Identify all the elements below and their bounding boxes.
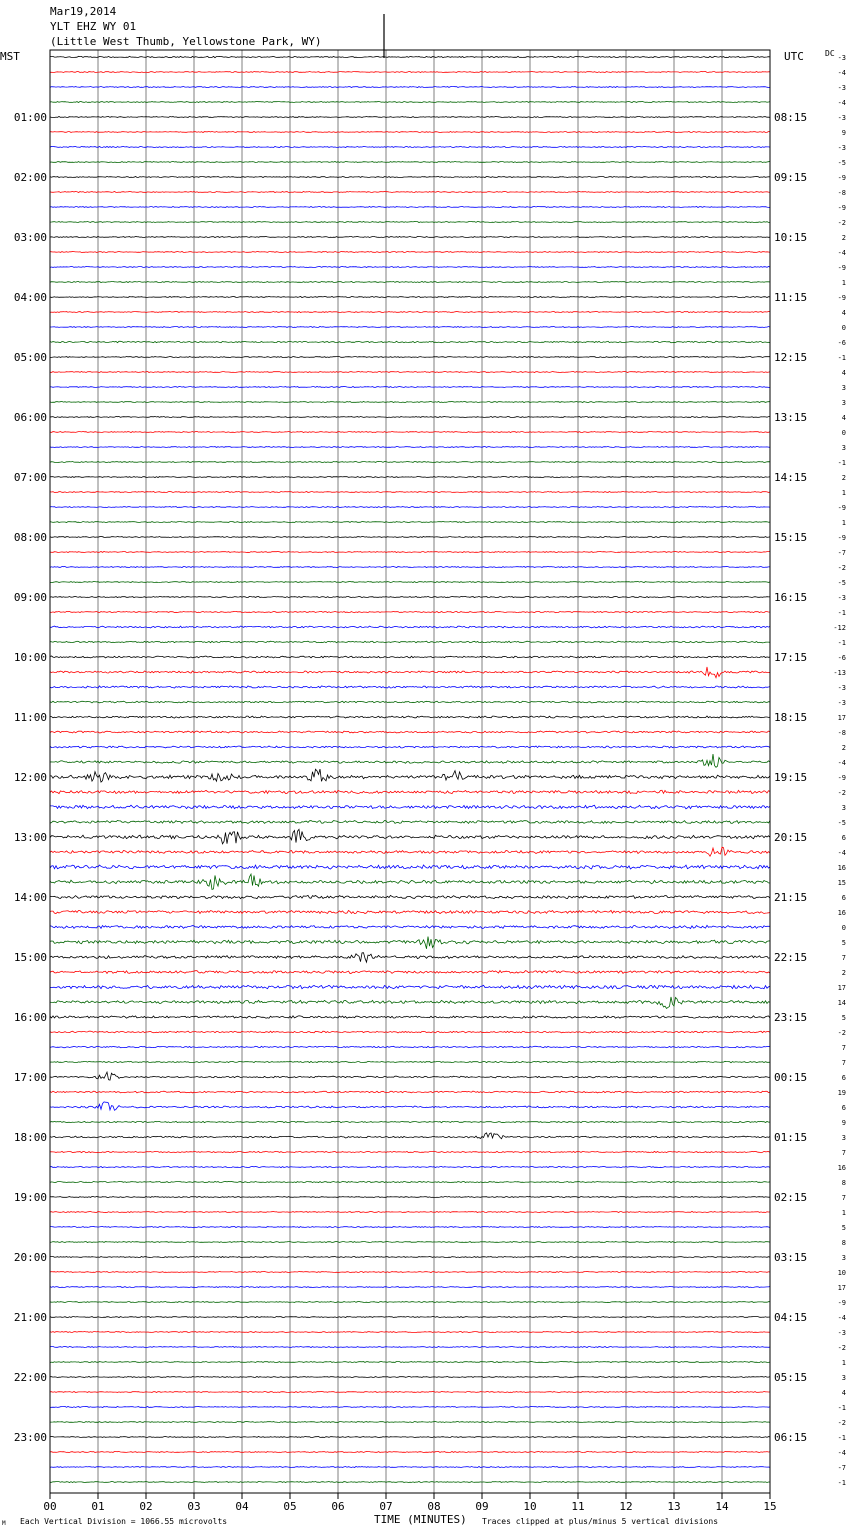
dc-offset-label: -9 <box>837 204 846 212</box>
trace-row-29 <box>50 492 770 493</box>
hour-label-right: 16:15 <box>774 591 808 604</box>
trace-row-32 <box>50 537 770 538</box>
hour-label-right: 04:15 <box>774 1311 808 1324</box>
dc-offset-label: -1 <box>837 609 846 617</box>
hour-label-right: 00:15 <box>774 1071 808 1084</box>
hour-label-left: 17:00 <box>13 1071 47 1084</box>
trace-row-31 <box>50 522 770 523</box>
dc-offset-label: 17 <box>837 714 846 722</box>
dc-offset-label: 1 <box>841 1209 846 1217</box>
dc-offset-label: 7 <box>841 954 846 962</box>
dc-offset-label: 5 <box>841 1014 846 1022</box>
trace-row-48 <box>50 769 770 782</box>
dc-offset-label: -6 <box>837 654 846 662</box>
trace-row-50 <box>50 805 770 809</box>
trace-row-81 <box>50 1271 770 1272</box>
trace-row-74 <box>50 1166 770 1167</box>
trace-row-14 <box>50 267 770 268</box>
trace-row-71 <box>50 1121 770 1122</box>
trace-row-76 <box>50 1197 770 1198</box>
trace-row-56 <box>50 895 770 898</box>
dc-offset-label: 8 <box>841 1239 846 1247</box>
hour-label-left: 10:00 <box>13 651 47 664</box>
trace-row-55 <box>50 874 770 889</box>
hour-label-left: 04:00 <box>13 291 47 304</box>
hour-label-left: 02:00 <box>13 171 47 184</box>
trace-row-85 <box>50 1332 770 1333</box>
dc-offset-label: 5 <box>841 1224 846 1232</box>
x-tick-label: 04 <box>235 1500 249 1513</box>
x-axis <box>43 1493 776 1513</box>
dc-offset-label: -9 <box>837 294 846 302</box>
trace-row-44 <box>50 716 770 718</box>
trace-row-63 <box>50 997 770 1008</box>
hour-label-left: 20:00 <box>13 1251 47 1264</box>
dc-offset-label: -5 <box>837 159 846 167</box>
trace-row-7 <box>50 161 770 162</box>
x-tick-label: 15 <box>763 1500 777 1513</box>
dc-offset-label: -1 <box>837 354 846 362</box>
dc-offset-label: 8 <box>841 1179 846 1187</box>
dc-offset-label: 16 <box>837 864 846 872</box>
x-tick-label: 07 <box>379 1500 393 1513</box>
dc-offset-label: -9 <box>837 174 846 182</box>
dc-offset-label: -9 <box>837 264 846 272</box>
hour-label-right: 21:15 <box>774 891 808 904</box>
dc-offset-label: 7 <box>841 1194 846 1202</box>
dc-offset-label: -3 <box>837 144 846 152</box>
trace-row-57 <box>50 910 770 913</box>
dc-offset-label: -3 <box>837 699 846 707</box>
trace-row-2 <box>50 87 770 88</box>
trace-row-82 <box>50 1287 770 1288</box>
trace-row-17 <box>50 312 770 313</box>
hour-label-right: 02:15 <box>774 1191 808 1204</box>
dc-offset-label: -8 <box>837 729 846 737</box>
trace-row-52 <box>50 829 770 844</box>
trace-row-79 <box>50 1242 770 1243</box>
trace-row-61 <box>50 971 770 974</box>
hour-labels <box>14 111 807 1444</box>
trace-row-24 <box>50 416 770 417</box>
dc-offset-label: 3 <box>841 1134 846 1142</box>
trace-row-45 <box>50 731 770 733</box>
trace-row-12 <box>50 237 770 238</box>
trace-row-65 <box>50 1031 770 1033</box>
trace-row-27 <box>50 462 770 463</box>
trace-row-5 <box>50 132 770 133</box>
dc-offset-label: -2 <box>837 219 846 227</box>
x-tick-label: 03 <box>187 1500 201 1513</box>
trace-row-9 <box>50 192 770 193</box>
x-tick-label: 05 <box>283 1500 297 1513</box>
trace-row-36 <box>50 596 770 597</box>
trace-row-77 <box>50 1211 770 1212</box>
dc-offset-label: 3 <box>841 444 846 452</box>
dc-offset-label: -1 <box>837 1479 846 1487</box>
dc-offset-label: 3 <box>841 399 846 407</box>
dc-offset-label: 17 <box>837 984 846 992</box>
dc-offset-label: -13 <box>833 669 846 677</box>
dc-offset-label: -3 <box>837 54 846 62</box>
trace-rows <box>50 56 770 1482</box>
trace-row-22 <box>50 387 770 388</box>
x-tick-label: 14 <box>715 1500 729 1513</box>
x-tick-label: 00 <box>43 1500 57 1513</box>
dc-offset-label: -9 <box>837 504 846 512</box>
dc-offset-label: -1 <box>837 459 846 467</box>
trace-row-73 <box>50 1151 770 1152</box>
trace-row-23 <box>50 402 770 403</box>
trace-row-10 <box>50 207 770 208</box>
hour-label-left: 19:00 <box>13 1191 47 1204</box>
trace-row-95 <box>50 1482 770 1483</box>
trace-row-21 <box>50 371 770 372</box>
trace-row-51 <box>50 821 770 824</box>
hour-label-right: 12:15 <box>774 351 808 364</box>
trace-row-78 <box>50 1227 770 1228</box>
dc-offset-label: -1 <box>837 1434 846 1442</box>
dc-offset-label: 3 <box>841 1374 846 1382</box>
trace-row-46 <box>50 746 770 748</box>
x-tick-label: 12 <box>619 1500 633 1513</box>
dc-offset-label: 0 <box>841 924 846 932</box>
trace-row-60 <box>50 953 770 963</box>
hour-label-left: 08:00 <box>13 531 47 544</box>
dc-offset-label: 6 <box>841 834 846 842</box>
trace-row-68 <box>50 1072 770 1080</box>
dc-offset-label: -5 <box>837 819 846 827</box>
trace-row-75 <box>50 1181 770 1182</box>
trace-row-47 <box>50 754 770 767</box>
hour-label-left: 21:00 <box>13 1311 47 1324</box>
trace-row-88 <box>50 1377 770 1378</box>
hour-label-left: 09:00 <box>13 591 47 604</box>
hour-label-right: 13:15 <box>774 411 808 424</box>
x-tick-label: 09 <box>475 1500 489 1513</box>
hour-label-right: 23:15 <box>774 1011 808 1024</box>
hour-label-right: 18:15 <box>774 711 808 724</box>
trace-row-83 <box>50 1302 770 1303</box>
hour-label-left: 16:00 <box>13 1011 47 1024</box>
dc-offset-label: -4 <box>837 1449 846 1457</box>
dc-offset-label: 4 <box>841 414 846 422</box>
hour-label-right: 11:15 <box>774 291 808 304</box>
trace-row-38 <box>50 626 770 628</box>
dc-offset-label: -7 <box>837 549 846 557</box>
dc-offset-label: 1 <box>841 1359 846 1367</box>
trace-row-19 <box>50 341 770 343</box>
x-tick-label: 10 <box>523 1500 537 1513</box>
x-tick-label: 06 <box>331 1500 345 1513</box>
trace-row-20 <box>50 357 770 358</box>
hour-label-left: 06:00 <box>13 411 47 424</box>
dc-offset-label: 16 <box>837 1164 846 1172</box>
dc-offset-label: -6 <box>837 339 846 347</box>
trace-row-28 <box>50 477 770 478</box>
dc-offset-label: 3 <box>841 384 846 392</box>
hour-label-left: 12:00 <box>13 771 47 784</box>
hour-label-left: 15:00 <box>13 951 47 964</box>
dc-offset-label: 6 <box>841 894 846 902</box>
dc-offset-label: -9 <box>837 534 846 542</box>
trace-row-18 <box>50 327 770 328</box>
trace-row-41 <box>50 667 770 678</box>
trace-row-42 <box>50 686 770 688</box>
dc-offset-label: -3 <box>837 684 846 692</box>
dc-offset-label: 1 <box>841 519 846 527</box>
footer-division-note: Each Vertical Division = 1066.55 microvolts <box>20 1517 228 1526</box>
footer-corner-mark: M <box>2 1520 6 1527</box>
dc-offset-label: 2 <box>841 234 846 242</box>
hour-label-left: 05:00 <box>13 351 47 364</box>
dc-offset-label: -3 <box>837 1329 846 1337</box>
trace-row-35 <box>50 582 770 583</box>
dc-offset-label: -2 <box>837 1344 846 1352</box>
trace-row-67 <box>50 1061 770 1062</box>
hour-label-right: 14:15 <box>774 471 808 484</box>
trace-row-33 <box>50 552 770 553</box>
dc-offset-label: 5 <box>841 939 846 947</box>
trace-row-39 <box>50 641 770 643</box>
left-zone-label: MST <box>0 50 20 63</box>
trace-row-26 <box>50 447 770 448</box>
plot-frame <box>50 50 770 1493</box>
trace-row-92 <box>50 1437 770 1438</box>
hour-label-right: 09:15 <box>774 171 808 184</box>
dc-offset-label: 6 <box>841 1104 846 1112</box>
trace-row-94 <box>50 1467 770 1468</box>
hour-label-left: 13:00 <box>13 831 47 844</box>
x-tick-label: 13 <box>667 1500 681 1513</box>
trace-row-8 <box>50 176 770 177</box>
dc-offset-label: -2 <box>837 564 846 572</box>
dc-offset-label: -2 <box>837 1419 846 1427</box>
trace-row-86 <box>50 1347 770 1348</box>
header-station: YLT EHZ WY 01 <box>50 20 137 33</box>
dc-offset-label: -12 <box>833 624 846 632</box>
trace-row-89 <box>50 1391 770 1392</box>
dc-offset-label: -1 <box>837 1404 846 1412</box>
trace-row-1 <box>50 72 770 73</box>
trace-row-80 <box>50 1257 770 1258</box>
footer-clip-note: Traces clipped at plus/minus 5 vertical divisions <box>482 1517 719 1526</box>
dc-offset-label: 2 <box>841 969 846 977</box>
dc-offset-label: 7 <box>841 1059 846 1067</box>
trace-row-49 <box>50 790 770 793</box>
trace-row-62 <box>50 985 770 988</box>
trace-row-58 <box>50 925 770 928</box>
trace-row-34 <box>50 567 770 568</box>
dc-offset-label: 15 <box>837 879 846 887</box>
dc-offset-label: -9 <box>837 1299 846 1307</box>
trace-row-25 <box>50 431 770 432</box>
hour-label-left: 07:00 <box>13 471 47 484</box>
dc-offset-label: -7 <box>837 1464 846 1472</box>
dc-offset-label: -9 <box>837 774 846 782</box>
right-zone-label: UTC <box>784 50 804 63</box>
dc-offset-label: 1 <box>841 489 846 497</box>
trace-row-43 <box>50 701 770 703</box>
x-tick-label: 02 <box>139 1500 153 1513</box>
trace-row-64 <box>50 1016 770 1018</box>
trace-row-93 <box>50 1451 770 1452</box>
dc-offset-label: -4 <box>837 249 846 257</box>
hour-label-right: 03:15 <box>774 1251 808 1264</box>
trace-row-72 <box>50 1133 770 1139</box>
trace-row-13 <box>50 252 770 253</box>
header-location: (Little West Thumb, Yellowstone Park, WY) <box>50 35 322 48</box>
trace-row-70 <box>50 1102 770 1110</box>
trace-row-66 <box>50 1046 770 1047</box>
x-tick-label: 01 <box>91 1500 105 1513</box>
dc-offset-label: 6 <box>841 1074 846 1082</box>
hour-label-left: 14:00 <box>13 891 47 904</box>
dc-offset-label: 3 <box>841 1254 846 1262</box>
trace-row-87 <box>50 1361 770 1362</box>
hour-label-right: 22:15 <box>774 951 808 964</box>
x-axis-title: TIME (MINUTES) <box>374 1513 467 1526</box>
trace-row-54 <box>50 865 770 869</box>
dc-offset-label: 7 <box>841 1044 846 1052</box>
dc-offset-label: 0 <box>841 324 846 332</box>
hour-label-right: 06:15 <box>774 1431 808 1444</box>
dc-offset-label: 10 <box>837 1269 846 1277</box>
dc-offset-label: -2 <box>837 789 846 797</box>
hour-label-left: 18:00 <box>13 1131 47 1144</box>
trace-row-37 <box>50 611 770 612</box>
trace-row-6 <box>50 146 770 147</box>
trace-row-40 <box>50 656 770 658</box>
hour-label-right: 15:15 <box>774 531 808 544</box>
trace-row-3 <box>50 101 770 102</box>
dc-offset-label: 3 <box>841 804 846 812</box>
trace-row-15 <box>50 282 770 283</box>
hour-label-left: 11:00 <box>13 711 47 724</box>
hour-label-left: 03:00 <box>13 231 47 244</box>
hour-label-right: 10:15 <box>774 231 808 244</box>
dc-offset-label: 4 <box>841 1389 846 1397</box>
dc-offset-label: -4 <box>837 69 846 77</box>
trace-row-16 <box>50 297 770 298</box>
trace-row-69 <box>50 1091 770 1093</box>
dc-offset-label: -3 <box>837 84 846 92</box>
dc-offset-label: -4 <box>837 849 846 857</box>
x-tick-label: 11 <box>571 1500 585 1513</box>
dc-offset-label: -4 <box>837 99 846 107</box>
trace-row-0 <box>50 56 770 57</box>
dc-offset-label: 4 <box>841 369 846 377</box>
trace-row-90 <box>50 1406 770 1407</box>
dc-offset-label: 4 <box>841 309 846 317</box>
hour-label-left: 23:00 <box>13 1431 47 1444</box>
dc-offset-label: -3 <box>837 594 846 602</box>
dc-offset-label: 14 <box>837 999 846 1007</box>
x-tick-label: 08 <box>427 1500 441 1513</box>
hour-label-left: 01:00 <box>13 111 47 124</box>
hour-label-right: 01:15 <box>774 1131 808 1144</box>
trace-row-4 <box>50 117 770 118</box>
trace-row-59 <box>50 937 770 949</box>
dc-offset-label: -2 <box>837 1029 846 1037</box>
trace-row-84 <box>50 1317 770 1318</box>
dc-offset-label: -8 <box>837 189 846 197</box>
dc-offset-label: -1 <box>837 639 846 647</box>
dc-offset-label: 16 <box>837 909 846 917</box>
hour-label-right: 19:15 <box>774 771 808 784</box>
hour-label-right: 17:15 <box>774 651 808 664</box>
dc-label: DC <box>825 49 835 58</box>
trace-row-11 <box>50 222 770 223</box>
hour-label-right: 08:15 <box>774 111 808 124</box>
dc-offset-labels <box>833 54 846 1487</box>
trace-row-53 <box>50 847 770 856</box>
dc-offset-label: 9 <box>841 129 846 137</box>
dc-offset-label: -4 <box>837 1314 846 1322</box>
hour-label-right: 05:15 <box>774 1371 808 1384</box>
dc-offset-label: 9 <box>841 1119 846 1127</box>
hour-label-left: 22:00 <box>13 1371 47 1384</box>
dc-offset-label: 2 <box>841 474 846 482</box>
dc-offset-label: -5 <box>837 579 846 587</box>
trace-row-30 <box>50 507 770 508</box>
dc-offset-label: 0 <box>841 429 846 437</box>
header-date: Mar19,2014 <box>50 5 117 18</box>
dc-offset-label: 17 <box>837 1284 846 1292</box>
hour-label-right: 20:15 <box>774 831 808 844</box>
dc-offset-label: 7 <box>841 1149 846 1157</box>
dc-offset-label: -4 <box>837 759 846 767</box>
dc-offset-label: 2 <box>841 744 846 752</box>
dc-offset-label: 19 <box>837 1089 846 1097</box>
dc-offset-label: -3 <box>837 114 846 122</box>
trace-row-91 <box>50 1422 770 1423</box>
dc-offset-label: 1 <box>841 279 846 287</box>
